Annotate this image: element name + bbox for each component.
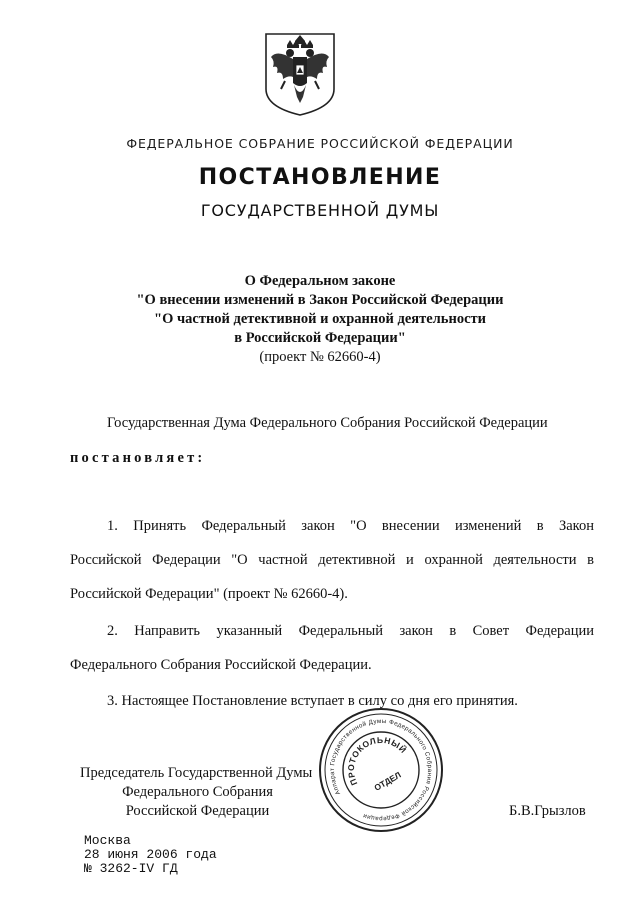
signer-name: Б.В.Грызлов (509, 803, 586, 819)
decrees-word: постановляет: (70, 450, 206, 466)
issuer-heading: ГОСУДАРСТВЕННОЙ ДУМЫ (200, 201, 440, 220)
signer-title: Российской Федерации (125, 803, 270, 819)
paragraph-2-line: Федерального Собрания Российской Федерации. (70, 657, 372, 673)
stamp-outer-text: Аппарат Государственной Думы Федерального Собрания Российской Федерации (328, 717, 434, 823)
paragraph-1-line: 1. Принять Федеральный закон "О внесении изменений в Закон (107, 518, 594, 534)
paragraph-1-line: Российской Федерации "О частной детективной и охранной деятельности в (70, 552, 594, 568)
paragraph-2-line: 2. Направить указанный Федеральный закон в Совет Федерации (107, 623, 594, 639)
svg-text:Аппарат Государственной Думы Ф (317, 706, 445, 834)
signer-title: Председатель Государственной Думы (80, 765, 313, 781)
subject-line: "О частной детективной и охранной деятельности (154, 311, 486, 327)
coat-of-arms-emblem (263, 31, 337, 117)
footer-number: № 3262-IV ГД (84, 861, 178, 876)
footer-date: 28 июня 2006 года (84, 847, 217, 862)
subject-line: О Федеральном законе (244, 273, 396, 289)
document-type-title: ПОСТАНОВЛЕНИЕ (198, 165, 442, 190)
stamp-inner-text: ОТДЕЛ (372, 769, 403, 793)
organization-heading: ФЕДЕРАЛЬНОЕ СОБРАНИЕ РОССИЙСКОЙ ФЕДЕРАЦИИ (126, 136, 514, 151)
subject-line: в Российской Федерации" (234, 330, 406, 346)
paragraph-3: 3. Настоящее Постановление вступает в силу со дня его принятия. (107, 693, 518, 709)
stamp-inner-text: ПРОТОКОЛЬНЫЙ (345, 734, 409, 787)
subject-line: "О внесении изменений в Закон Российской Федерации (136, 292, 504, 308)
signer-title: Федерального Собрания (122, 784, 273, 800)
official-stamp (317, 706, 445, 834)
paragraph-1-line: Российской Федерации" (проект № 62660-4). (70, 586, 348, 602)
preamble: Государственная Дума Федерального Собрания Российской Федерации (107, 415, 548, 431)
project-number: (проект № 62660-4) (259, 349, 381, 365)
footer-city: Москва (84, 833, 131, 848)
